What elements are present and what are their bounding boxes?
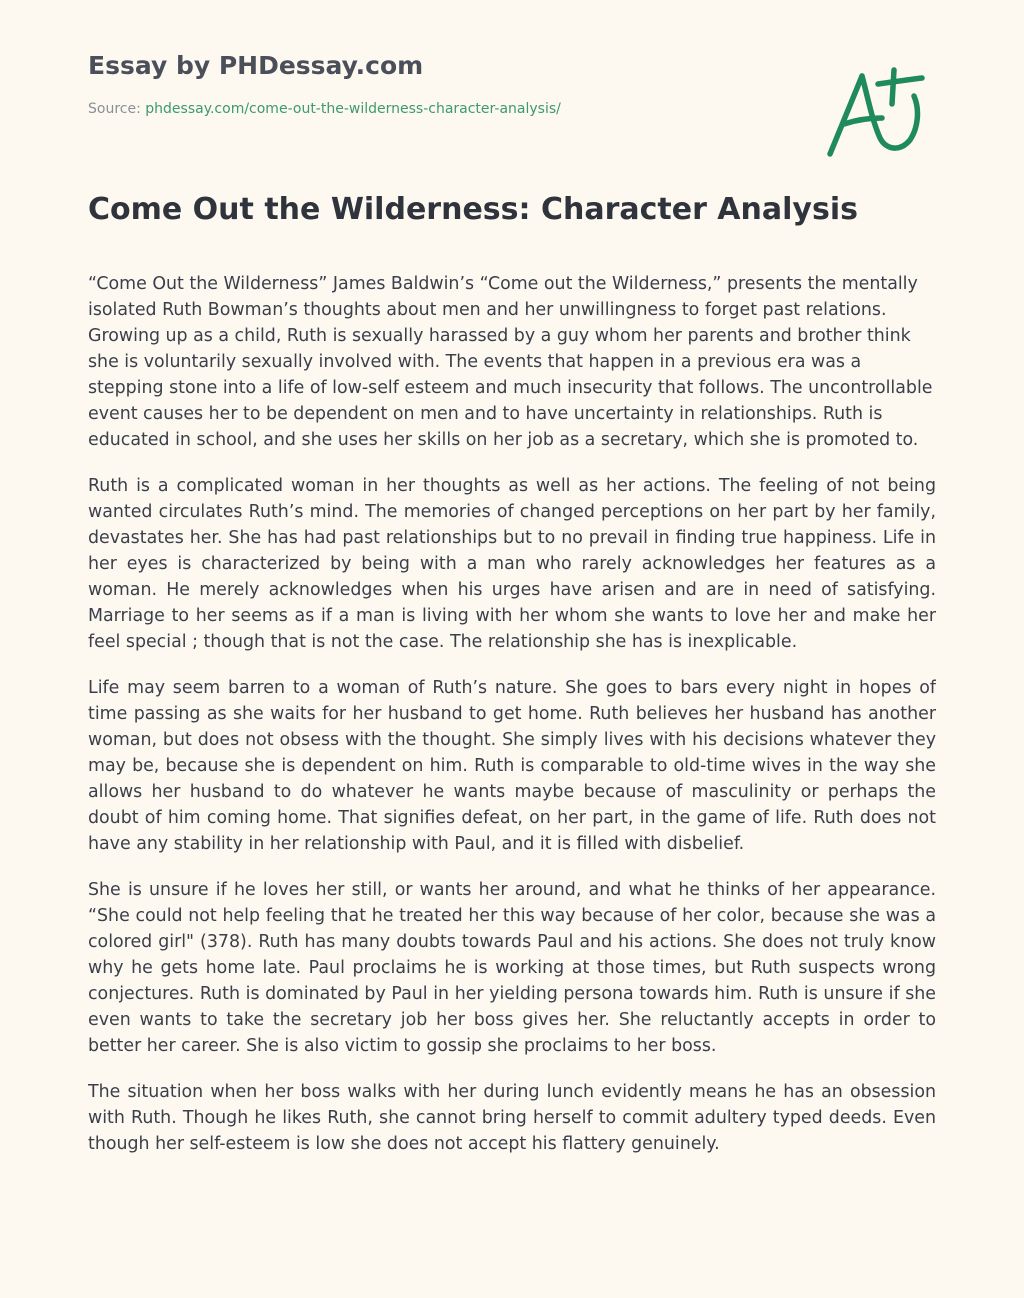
- essay-paragraph-4: She is unsure if he loves her still, or wants her around, and what he thinks of her appearance. “She could not help feeling that he treated her this way because of her color, because she was a colored girl" (378). Ruth has many doubts towards Paul and his actions. She does not truly know why he gets home late. Paul proclaims he is working at those times, but Ruth suspects wrong conjectures. Ruth is dominated by Paul in her yielding persona towards him. Ruth is unsure if she even wants to take the secretary job her boss gives her. She reluctantly accepts in order to better her career. She is also victim to gossip she proclaims to her boss.: [88, 880, 936, 1056]
- essay-paragraph-2: Ruth is a complicated woman in her thoughts as well as her actions. The feeling of not being wanted circulates Ruth’s mind. The memories of changed perceptions on her part by her family, devastates her. She has had past relationships but to no prevail in finding true happiness. Life in her eyes is characterized by being with a man who rarely acknowledges her features as a woman. He merely acknowledges when his urges have arisen and are in need of satisfying. Marriage to her seems as if a man is living with her whom she wants to love her and make her feel special ; though that is not the case. The relationship she has is inexplicable.: [88, 476, 936, 652]
- source-line: [88, 100, 948, 118]
- essay-paragraph-3: Life may seem barren to a woman of Ruth’s nature. She goes to bars every night in hopes of time passing as she waits for her husband to get home. Ruth believes her husband has another woman, but does not obsess with the thought. She simply lives with his decisions whatever they may be, because she is dependent on him. Ruth is comparable to old-time wives in the way she allows her husband to do whatever he wants maybe because of masculinity or perhaps the doubt of him coming home. That signifies defeat, on her part, in the game of life. Ruth does not have any stability in her relationship with Paul, and it is filled with disbelief.: [88, 678, 936, 854]
- document-title: Come Out the Wilderness: Character Analysis: [88, 192, 858, 227]
- essay-paragraph-1: “Come Out the Wilderness” James Baldwin’s “Come out the Wilderness,” presents the mentally isolated Ruth Bowman’s thoughts about men and her unwillingness to forget past relations. Growing up as a child, Ruth is sexually harassed by a guy whom her parents and brother think she is voluntarily sexually involved with. The events that happen in a previous era was a stepping stone into a life of low-self esteem and much insecurity that follows. The uncontrollable event causes her to be dependent on men and to have uncertainty in relationships. Ruth is educated in school, and she uses her skills on her job as a secretary, which she is promoted to.: [88, 274, 933, 450]
- essay-paragraph-5: The situation when her boss walks with her during lunch evidently means he has an obsession with Ruth. Though he likes Ruth, she cannot bring herself to commit adultery typed deeds. Even though her self-esteem is low she does not accept his flattery genuinely.: [88, 1082, 936, 1154]
- header: [88, 50, 948, 118]
- source-label: Source:: [88, 101, 146, 117]
- a-plus-logo-icon: [822, 62, 932, 162]
- essay-body: [88, 271, 936, 1249]
- site-title: Essay by PHDessay.com: [88, 51, 424, 80]
- source-link[interactable]: phdessay.com/come-out-the-wilderness-character-analysis/: [145, 101, 561, 117]
